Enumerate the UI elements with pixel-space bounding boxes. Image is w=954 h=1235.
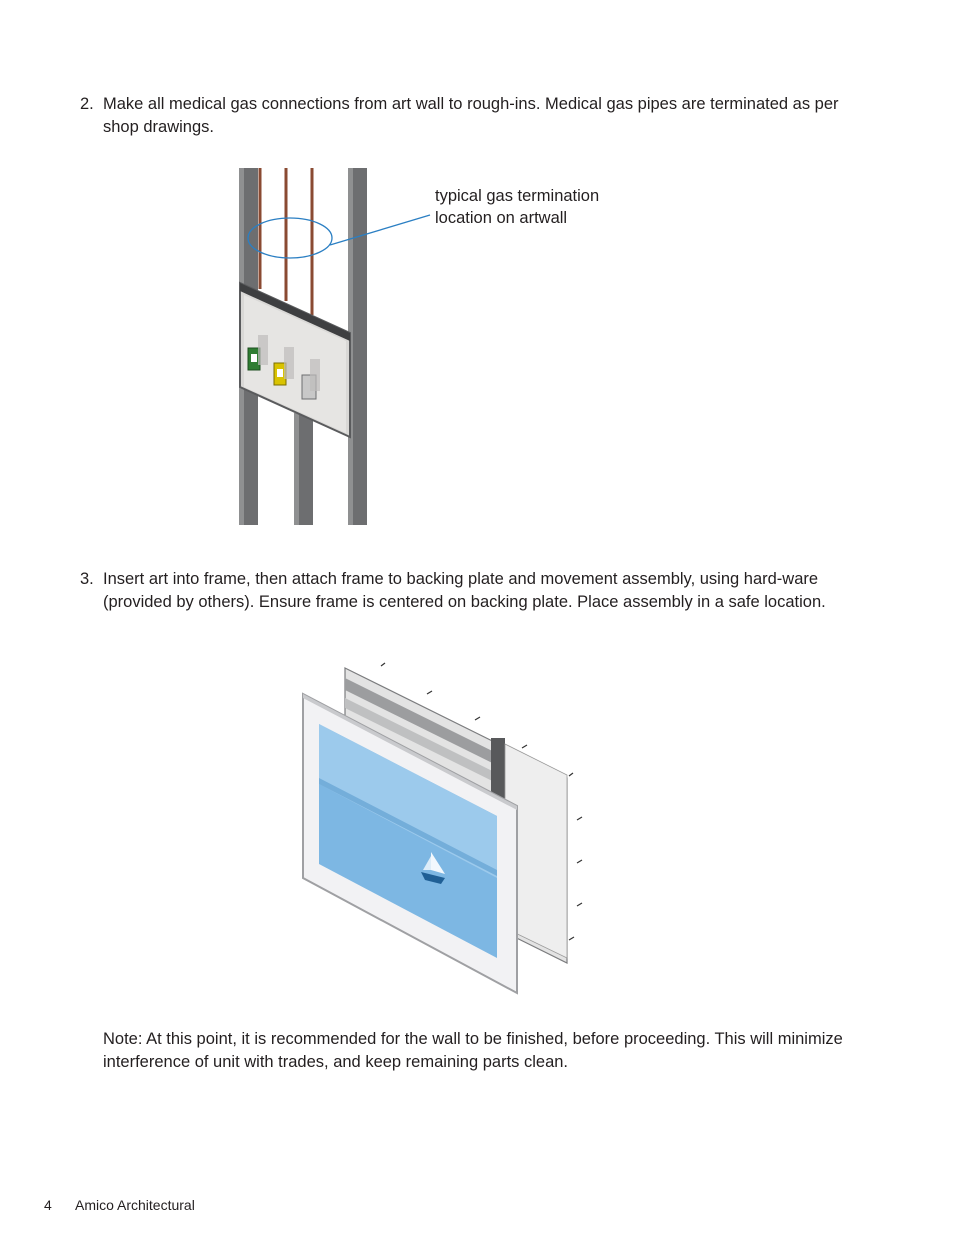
frame-assembly-figure [295, 658, 595, 998]
note-paragraph: Note: At this point, it is recommended for the wall to be finished, before proceeding. This will minimize interference of unit with trades, and keep remaining parts clean. [103, 1030, 843, 1071]
step-number: 3. [80, 570, 94, 588]
page-number: 4 [44, 1197, 52, 1213]
footer-brand: Amico Architectural [75, 1197, 195, 1213]
step-text: Insert art into frame, then attach frame to backing plate and movement assembly, using hard-ware (provided by others). Ensure frame is centered on backing plate. Place assembly in a safe location. [103, 570, 826, 611]
step-text: Make all medical gas connections from art wall to rough-ins. Medical gas pipes are terminated as per shop drawings. [103, 95, 839, 136]
callout-leader [330, 215, 430, 245]
step-number: 2. [80, 95, 94, 113]
callout-label: typical gas termination location on artwall [435, 187, 600, 227]
